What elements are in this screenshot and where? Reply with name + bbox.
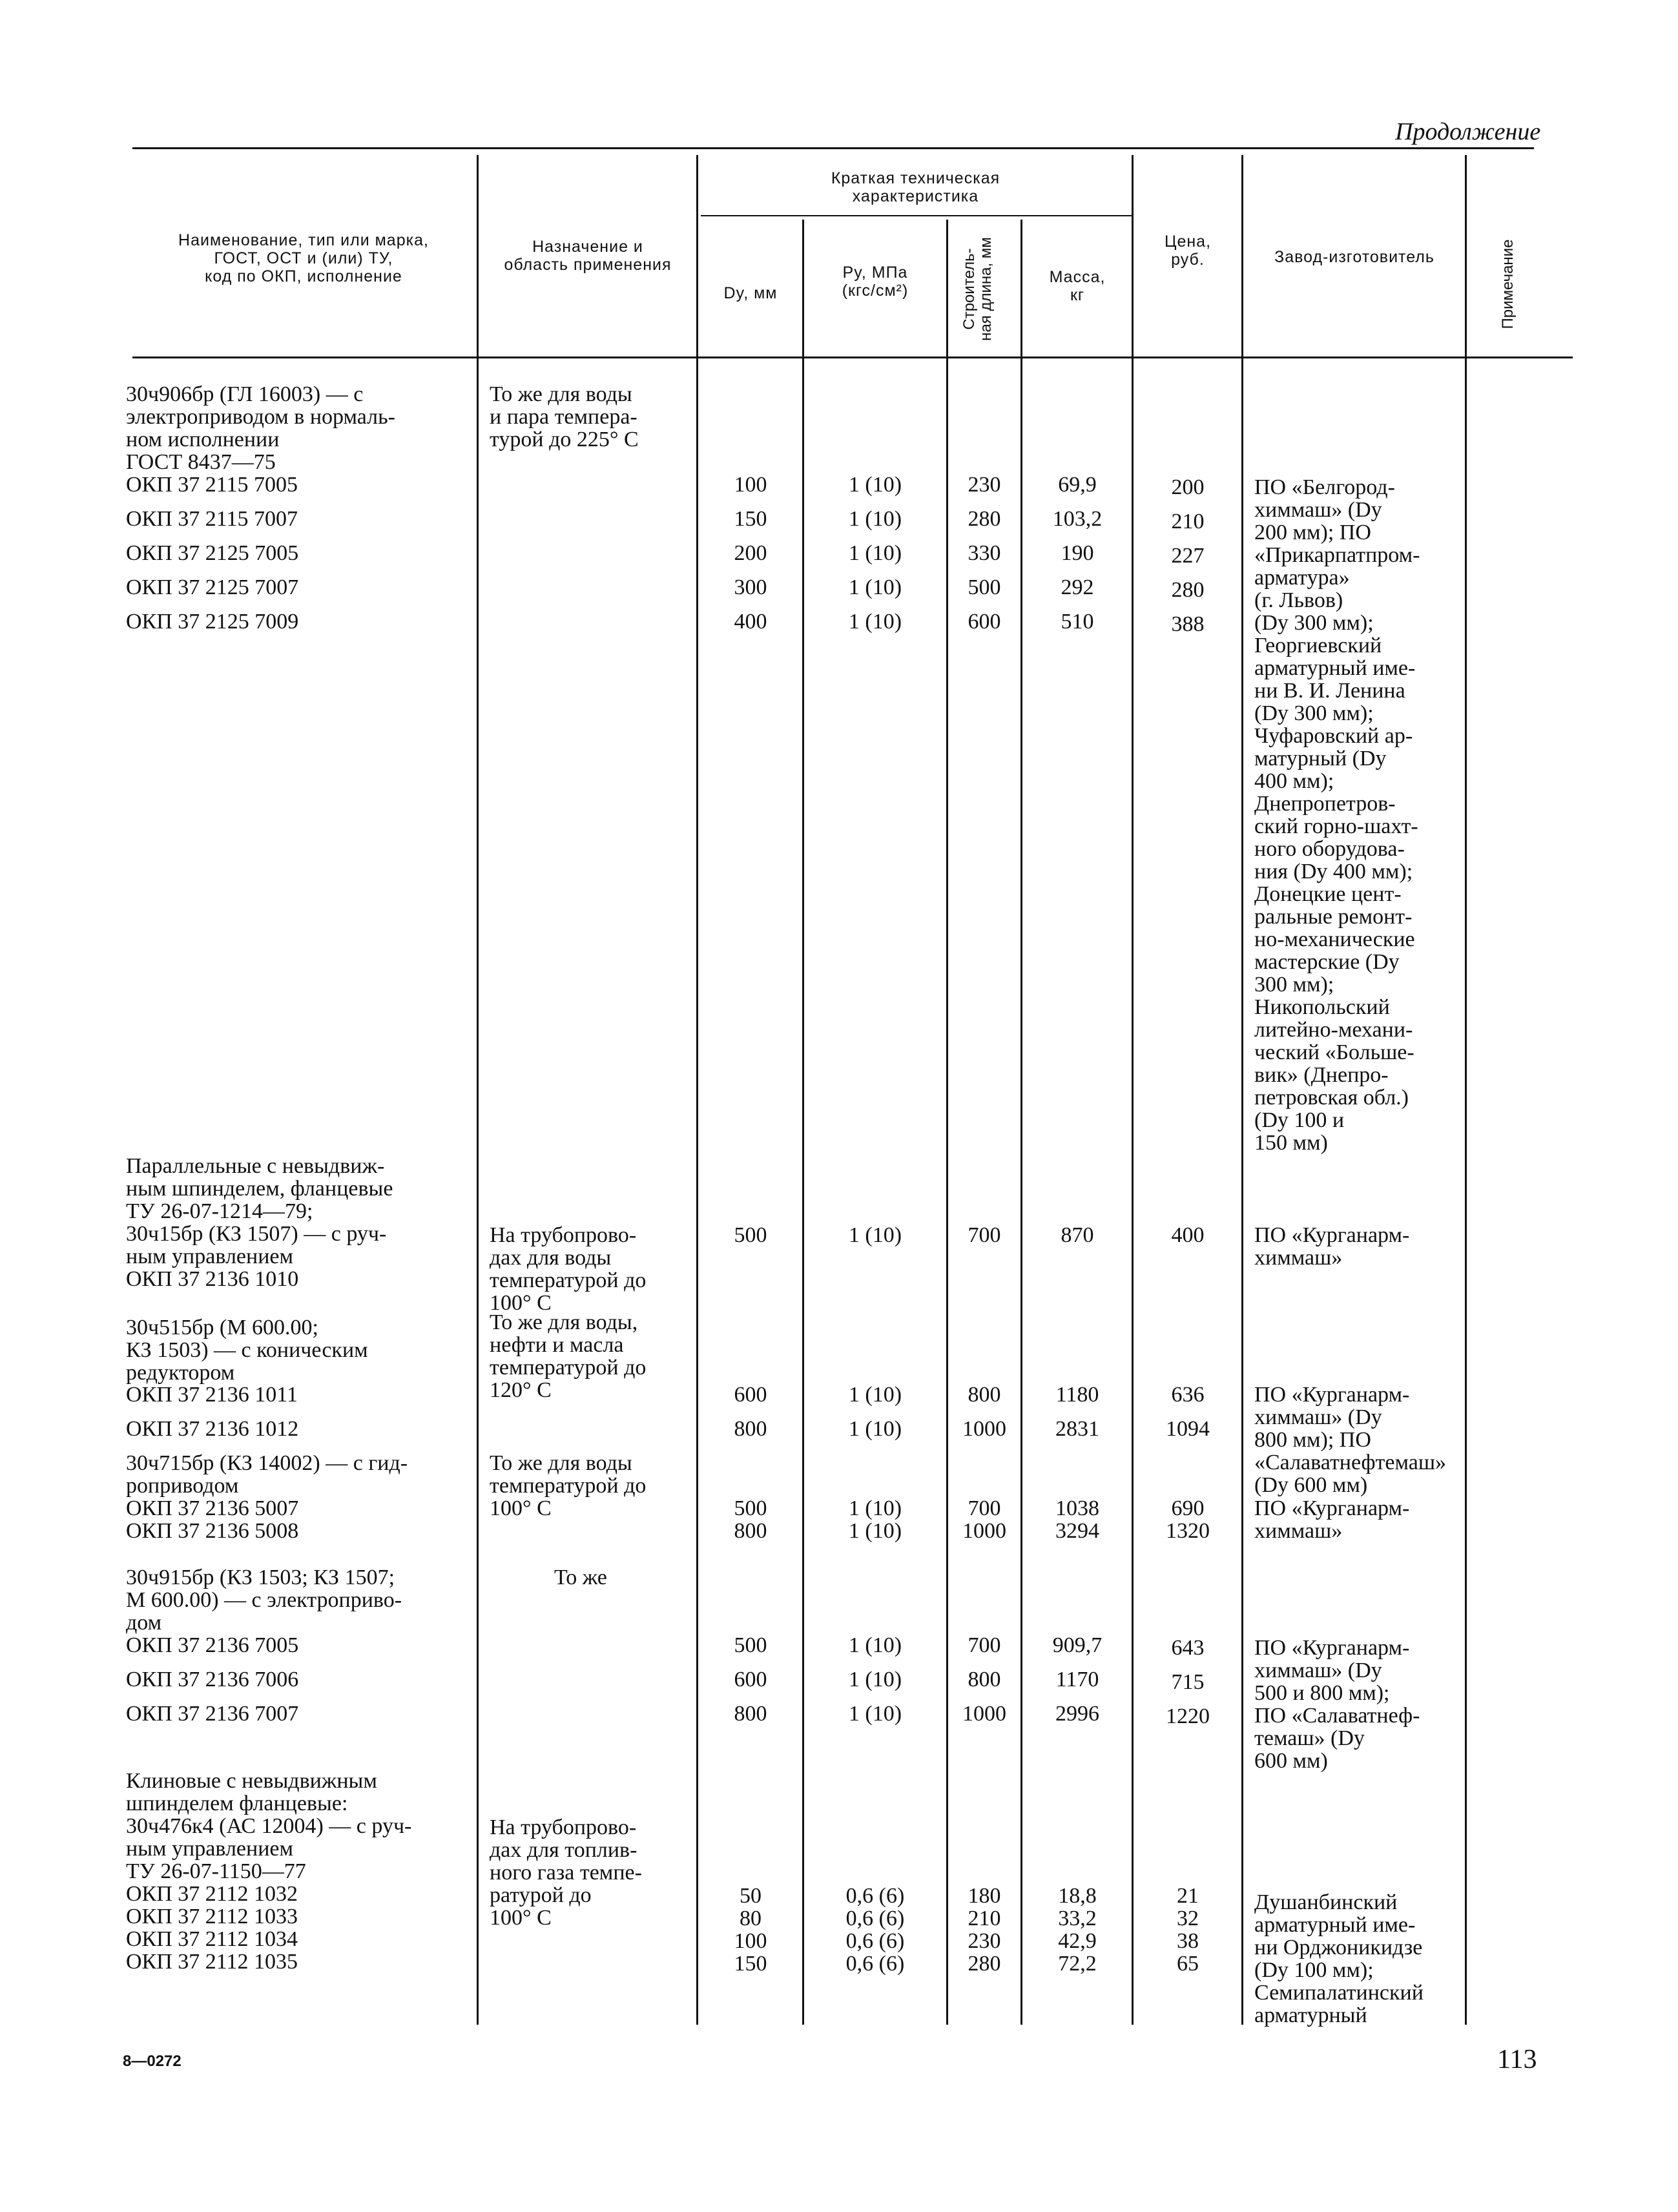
header-py: Py, МПа (кгс/см²) — [842, 264, 909, 300]
maker-cell: ПО «Курганарм- химмаш» — [1254, 1223, 1410, 1270]
continuation-label: Продолжение — [1395, 118, 1541, 145]
col-divider — [1020, 220, 1022, 2025]
purpose-cell: То же для воды температурой до 100° С — [490, 1451, 647, 1520]
dy-cell: 100 — [734, 473, 767, 497]
length-cell: 500 — [968, 575, 1001, 599]
dy-cell: 800 — [734, 1417, 767, 1441]
maker-cell: ПО «Курганарм- химмаш» (Dy 800 мм); ПО «Салаватнефтемаш» (Dy 600 мм) — [1254, 1383, 1447, 1497]
price-cell: 1094 — [1166, 1417, 1210, 1441]
name-cell: ОКП 37 2115 7007 — [126, 507, 298, 531]
mass-cell: 103,2 — [1052, 507, 1103, 531]
maker-cell: ПО «Курганарм- химмаш» — [1254, 1496, 1410, 1543]
mass-cell: 2996 — [1055, 1702, 1099, 1726]
col-divider — [946, 220, 948, 2025]
py-cell: 1 (10) — [848, 1668, 902, 1691]
maker-cell: ПО «Курганарм- химмаш» (Dy 500 и 800 мм); ПО «Салаватнеф- темаш» (Dy 600 мм) — [1254, 1636, 1420, 1773]
dy-cell: 600 — [734, 1383, 767, 1407]
py-cell: 1 (10) — [848, 610, 902, 634]
header-price: Цена, руб. — [1164, 233, 1212, 269]
py-cell: 1 (10) — [848, 1702, 902, 1726]
name-cell: ОКП 37 2136 7006 — [126, 1668, 299, 1691]
length-cell: 1000 — [962, 1702, 1006, 1726]
name-cell: Параллельные с невыдвиж- ным шпинделем, фланцевые ТУ 26-07-1214—79; 30ч15бр (КЗ 1507) — с руч- ным управлением ОКП 37 2136 1010 — [126, 1154, 393, 1291]
name-cell: ОКП 37 2125 7005 — [126, 541, 299, 565]
dy-cell: 800 — [734, 1702, 767, 1726]
price-cell: 690 1320 — [1166, 1496, 1210, 1543]
length-cell: 230 — [968, 473, 1001, 497]
header-length: Строитель- ная длина, мм — [960, 237, 995, 341]
name-cell: ОКП 37 2125 7007 — [126, 575, 299, 599]
name-cell: ОКП 37 2136 1011 — [126, 1383, 298, 1407]
purpose-cell: На трубопрово- дах для воды температурой до 100° С — [490, 1223, 647, 1315]
mass-cell: 18,8 33,2 42,9 72,2 — [1058, 1884, 1097, 1976]
name-cell: ОКП 37 2115 7005 — [126, 473, 298, 497]
col-divider — [477, 155, 479, 2025]
length-cell: 700 — [968, 1223, 1001, 1247]
price-cell: 636 — [1171, 1383, 1205, 1407]
header-purpose: Назначение и область применения — [504, 238, 672, 274]
py-cell: 1 (10) — [848, 1633, 902, 1657]
py-cell: 1 (10) — [848, 473, 902, 497]
py-cell: 1 (10) — [848, 1223, 902, 1247]
dy-cell: 50 80 100 150 — [734, 1884, 767, 1976]
tech-group-rule — [701, 215, 1134, 216]
price-cell: 643 — [1171, 1636, 1205, 1660]
name-cell: 30ч515бр (М 600.00; КЗ 1503) — с коническим редуктором — [126, 1316, 368, 1385]
col-divider — [696, 155, 698, 2025]
py-cell: 1 (10) — [848, 541, 902, 565]
dy-cell: 400 — [734, 610, 767, 634]
col-divider — [1132, 155, 1134, 2025]
name-cell: ОКП 37 2125 7009 — [126, 610, 299, 634]
col-divider — [1465, 155, 1467, 2025]
mass-cell: 1180 — [1055, 1383, 1099, 1407]
mass-cell: 2831 — [1055, 1417, 1099, 1441]
mass-cell: 69,9 — [1058, 473, 1097, 497]
table-top-rule — [132, 147, 1534, 149]
header-bottom-rule — [132, 357, 1573, 358]
length-cell: 700 1000 — [962, 1496, 1006, 1543]
mass-cell: 870 — [1061, 1223, 1094, 1247]
page-number: 113 — [1497, 2045, 1537, 2074]
dy-cell: 500 800 — [734, 1496, 767, 1543]
dy-cell: 150 — [734, 507, 767, 531]
price-cell: 200 — [1171, 475, 1205, 499]
py-cell: 1 (10) — [848, 1383, 902, 1407]
mass-cell: 190 — [1061, 541, 1094, 565]
name-cell: Клиновые с невыдвижным шпинделем фланцевые: 30ч476к4 (АС 12004) — с руч- ным управлением ТУ 26-07-1150—77 ОКП 37 2112 1032 ОКП 37 2112 1033 ОКП 37 2112 1034 ОКП 37 2112 1035 — [126, 1769, 412, 1974]
header-dy: Dy, мм — [723, 284, 778, 302]
py-cell: 1 (10) — [848, 507, 902, 531]
length-cell: 1000 — [962, 1417, 1006, 1441]
mass-cell: 909,7 — [1052, 1633, 1103, 1657]
py-cell: 1 (10) — [848, 575, 902, 599]
name-cell: ОКП 37 2136 1012 — [126, 1417, 299, 1441]
length-cell: 330 — [968, 541, 1001, 565]
purpose-cell: То же для воды и пара темпера- турой до 225° С — [490, 382, 639, 451]
py-cell: 0,6 (6) 0,6 (6) 0,6 (6) 0,6 (6) — [845, 1884, 905, 1976]
name-cell: 30ч906бр (ГЛ 16003) — с электроприводом в нормаль- ном исполнении ГОСТ 8437—75 — [126, 382, 395, 474]
price-cell: 1220 — [1166, 1704, 1210, 1728]
price-cell: 210 — [1171, 510, 1205, 533]
length-cell: 600 — [968, 610, 1001, 634]
length-cell: 800 — [968, 1668, 1001, 1691]
dy-cell: 500 — [734, 1223, 767, 1247]
purpose-cell: То же — [554, 1566, 607, 1589]
dy-cell: 600 — [734, 1668, 767, 1691]
length-cell: 280 — [968, 507, 1001, 531]
dy-cell: 200 — [734, 541, 767, 565]
price-cell: 280 — [1171, 578, 1205, 602]
mass-cell: 510 — [1061, 610, 1094, 634]
header-note: Примечание — [1499, 239, 1517, 329]
purpose-cell: То же для воды, нефти и масла температурой до 120° С — [490, 1310, 647, 1402]
dy-cell: 500 — [734, 1633, 767, 1657]
name-cell: 30ч715бр (КЗ 14002) — с гид- роприводом ОКП 37 2136 5007 ОКП 37 2136 5008 — [126, 1451, 408, 1543]
py-cell: 1 (10) 1 (10) — [848, 1496, 902, 1543]
name-cell: 30ч915бр (КЗ 1503; КЗ 1507; М 600.00) — с электроприво- дом — [126, 1566, 402, 1635]
length-cell: 700 — [968, 1633, 1001, 1657]
maker-cell: Душанбинский арматурный име- ни Орджоникидзе (Dy 100 мм); Семипалатинский арматурный — [1254, 1890, 1424, 2027]
header-maker: Завод-изготовитель — [1274, 248, 1435, 266]
col-divider — [1241, 155, 1243, 2025]
price-cell: 400 — [1171, 1223, 1205, 1247]
price-cell: 21 32 38 65 — [1177, 1884, 1199, 1976]
price-cell: 715 — [1171, 1670, 1205, 1694]
name-cell: ОКП 37 2136 7005 — [126, 1633, 299, 1657]
length-cell: 180 210 230 280 — [968, 1884, 1001, 1976]
header-name: Наименование, тип или марка, ГОСТ, ОСТ и (или) ТУ, код по ОКП, исполнение — [178, 231, 429, 285]
mass-cell: 1170 — [1055, 1668, 1099, 1691]
maker-cell: ПО «Белгород- химмаш» (Dy 200 мм); ПО «Прикарпатпром- арматура» (г. Львов) (Dy 300 мм); Георгиевский арматурный име- ни В. И. Ленина (Dy 300 мм); Чуфаровский ар- матурный (Dy 400 мм); Днепропетров- ский горно-шахт- ного оборудова- ния (Dy 400 мм); Донецкие цент- ральные ремонт- но-механические мастерские (Dy 300 мм); Никопольский литейно-механи- ческий «Больше- вик» (Днепро- петровская обл.) (Dy 100 и 150 мм) — [1254, 475, 1420, 1155]
dy-cell: 300 — [734, 575, 767, 599]
name-cell: ОКП 37 2136 7007 — [126, 1702, 299, 1726]
header-tech: Краткая техническая характеристика — [831, 169, 1000, 205]
purpose-cell: На трубопрово- дах для топлив- ного газа темпе- ратурой до 100° С — [490, 1815, 642, 1930]
print-code: 8—0272 — [123, 2052, 181, 2070]
price-cell: 227 — [1171, 544, 1205, 568]
price-cell: 388 — [1171, 612, 1205, 636]
length-cell: 800 — [968, 1383, 1001, 1407]
mass-cell: 292 — [1061, 575, 1094, 599]
py-cell: 1 (10) — [848, 1417, 902, 1441]
mass-cell: 1038 3294 — [1055, 1496, 1099, 1543]
header-mass: Масса, кг — [1049, 268, 1106, 304]
col-divider — [802, 220, 804, 2025]
